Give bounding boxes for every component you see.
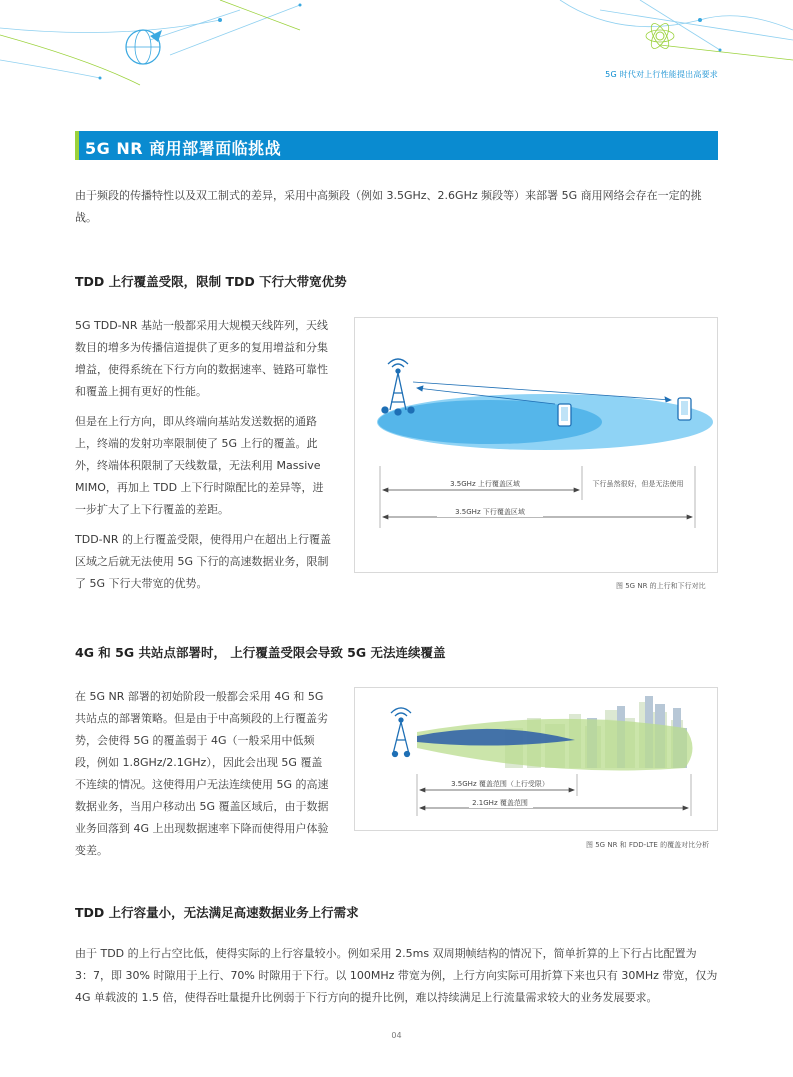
running-header: 5G 时代对上行性能提出高要求	[605, 70, 718, 79]
figure-uplink-downlink	[354, 317, 718, 573]
coverage-2100-label: 2.1GHz 覆盖范围	[472, 799, 528, 807]
base-station-icon	[391, 708, 411, 757]
section-title-bar	[75, 131, 718, 160]
downlink-note-label: 下行虽然很好，但是无法使用	[592, 480, 684, 488]
coverage-3500-label: 3.5GHz 覆盖范围（上行受限）	[451, 780, 549, 788]
section-title: 5G NR 商用部署面临挑战	[85, 139, 282, 158]
block1-paragraph-1: 5G TDD-NR 基站一般都采用大规模天线阵列，天线数目的增多为传播信道提供了更多的复用增益和分集增益，使得系统在下行方向的数据速率、链路可靠性和覆盖上拥有更好的性能。	[75, 319, 329, 398]
figure2-caption: 图 5G NR 和 FDD-LTE 的覆盖对比分析	[586, 841, 710, 849]
downlink-area-label: 3.5GHz 下行覆盖区域	[455, 508, 525, 516]
uplink-area-label: 3.5GHz 上行覆盖区域	[450, 480, 520, 488]
phone-icon	[678, 398, 691, 420]
block2-heading: 4G 和 5G 共站点部署时， 上行覆盖受限会导致 5G 无法连续覆盖	[75, 645, 446, 660]
figure-coverage-comparison	[354, 687, 718, 831]
block2-paragraph-1: 在 5G NR 部署的初始阶段一般都会采用 4G 和 5G 共站点的部署策略。但是由于中高频段的上行覆盖劣势，会使得 5G 的覆盖弱于 4G（一般采用中低频段，例如 1.8GHz/2.1GHz），因此会出现 5G 覆盖不连续的情况。这使得用户无法连续使用 5G 的高速数据业务，当用户移动出 5G 覆盖区域后，由于数据业务回落到 4G 上出现数据速率下降而使得用户体验变差。	[75, 690, 329, 857]
figure1-caption: 图 5G NR 的上行和下行对比	[616, 582, 706, 590]
intro-paragraph: 由于频段的传播特性以及双工制式的差异，采用中高频段（例如 3.5GHz、2.6GHz 频段等）来部署 5G 商用网络会存在一定的挑战。	[75, 189, 702, 224]
block1-paragraph-2: 但是在上行方向，即从终端向基站发送数据的通路上，终端的发射功率限制使了 5G 上行的覆盖。此外，终端体积限制了天线数量，无法利用 Massive MIMO，再加上 TDD 上下行时隙配比的差异等，进一步扩大了上下行覆盖的差距。	[75, 415, 324, 516]
block3-paragraph-1: 由于 TDD 的上行占空比低，使得实际的上行容量较小。例如采用 2.5ms 双周期帧结构的情况下，简单折算的上下行占比配置为 3：7，即 30% 时隙用于上行、70% 时隙用于下行。以 100MHz 带宽为例，上行方向实际可用折算下来也只有 30MHz 带宽，仅为 4G 单载波的 1.5 倍，使得吞吐量提升比例弱于下行方向的提升比例，难以持续满足上行流量需求较大的业务发展要求。	[75, 947, 718, 1004]
block3-heading: TDD 上行容量小，无法满足高速数据业务上行需求	[75, 905, 359, 920]
page-number: 04	[391, 1031, 402, 1040]
block1-paragraph-3: TDD-NR 的上行覆盖受限，使得用户在超出上行覆盖区域之后就无法使用 5G 下行的高速数据业务，限制了 5G 下行大带宽的优势。	[75, 533, 331, 590]
block1-heading: TDD 上行覆盖受限，限制 TDD 下行大带宽优势	[75, 274, 347, 289]
phone-icon	[558, 404, 571, 426]
globe-icon	[126, 30, 162, 64]
